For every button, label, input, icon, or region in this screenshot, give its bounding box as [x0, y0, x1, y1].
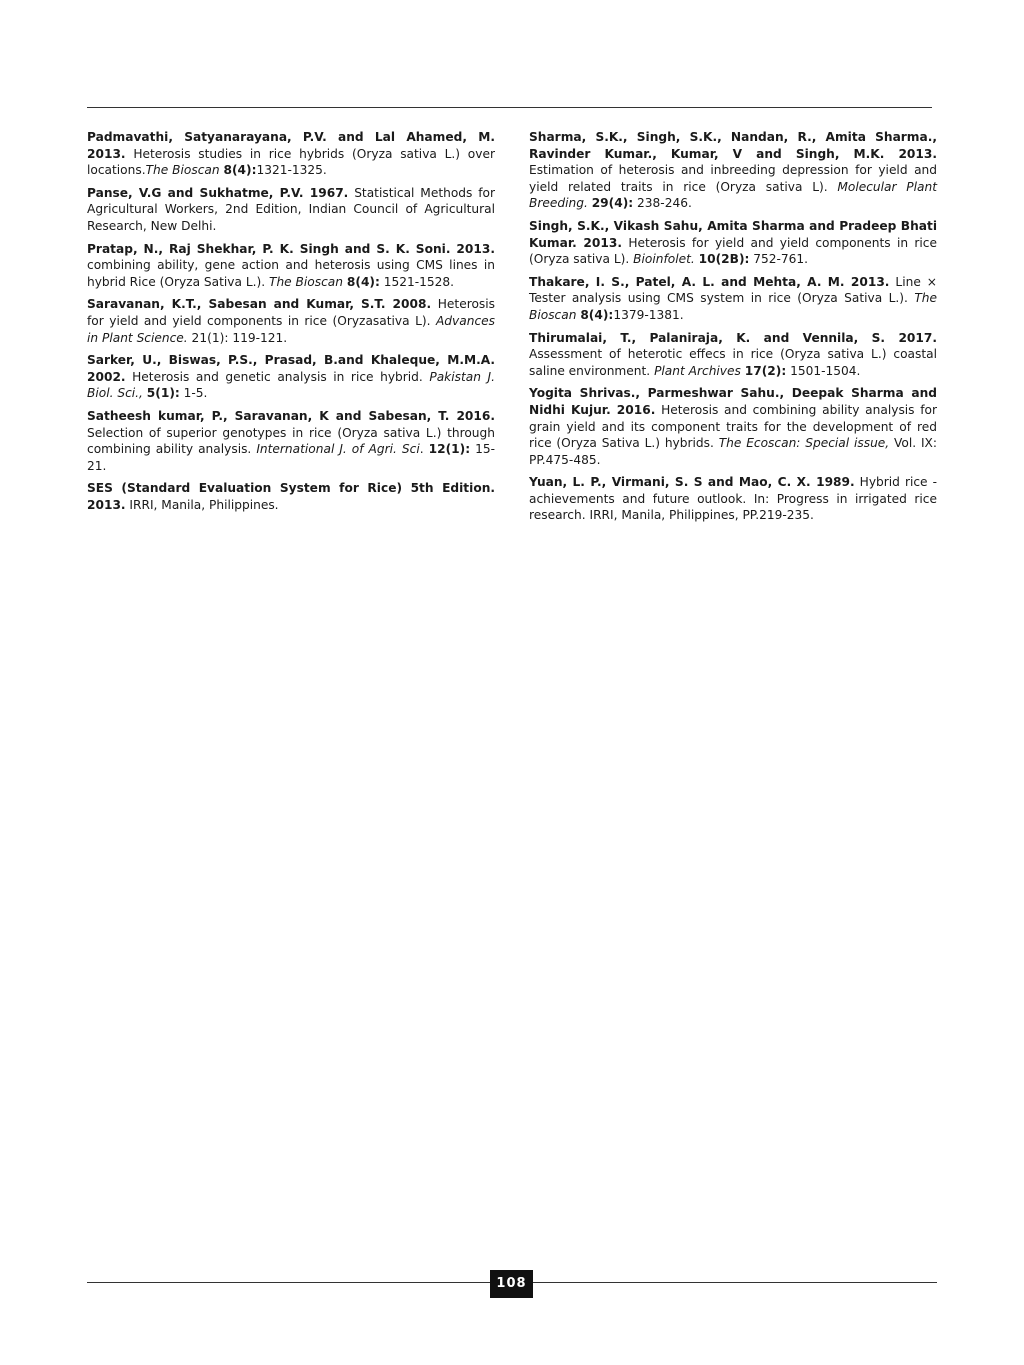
reference-entry: [87, 352, 495, 402]
reference-journal: Pakistan J. Biol. Sci.,: [87, 369, 495, 401]
reference-entry: [87, 480, 495, 513]
reference-entry: [529, 330, 937, 380]
reference-pages: 1-5.: [179, 386, 208, 401]
reference-text: Selection of superior genotypes in rice (Oryza sativa L.) through combining ability analysis.: [87, 425, 495, 457]
reference-text: Assessment of heterotic effecs in rice (Oryza sativa L.) coastal saline environment.: [529, 347, 937, 378]
reference-authors: Sharma, S.K., Singh, S.K., Nandan, R., Amita Sharma., Ravinder Kumar., Kumar, V and Singh, M.K. 2013.: [529, 130, 937, 161]
references-column-left: [87, 129, 495, 519]
reference-text: Heterosis for yield and yield components in rice (Oryza sativa L).: [529, 235, 937, 267]
reference-entry: [529, 218, 937, 268]
reference-authors: Yuan, L. P., Virmani, S. S and Mao, C. X. 1989.: [529, 475, 855, 490]
reference-journal: The Bioscan: [529, 291, 937, 322]
reference-entry: [87, 296, 495, 346]
reference-authors: Panse, V.G and Sukhatme, P.V. 1967.: [87, 185, 349, 200]
reference-pages: 752-761.: [749, 252, 809, 267]
reference-authors: Singh, S.K., Vikash Sahu, Amita Sharma and Pradeep Bhati Kumar. 2013.: [529, 218, 937, 250]
reference-authors: Thirumalai, T., Palaniraja, K. and Vennila, S. 2017.: [529, 330, 937, 345]
reference-text: combining ability, gene action and heterosis using CMS lines in hybrid Rice (Oryza Sativa L.).: [87, 258, 495, 289]
reference-journal: Plant Archives: [654, 363, 741, 378]
reference-text: Estimation of heterosis and inbreeding depression for yield and yield related traits in rice (Oryza sativa L).: [529, 163, 937, 194]
reference-text: Hybrid rice - achievements and future outlook. In: Progress in irrigated rice research. IRRI, Manila, Philippines, PP.219-235.: [529, 475, 937, 523]
reference-authors: Pratap, N., Raj Shekhar, P. K. Singh and S. K. Soni. 2013.: [87, 241, 495, 256]
reference-entry: [529, 274, 937, 324]
reference-entry: [529, 474, 937, 524]
reference-entry: [529, 129, 937, 212]
reference-entry: [529, 385, 937, 468]
reference-volume: 12(1):: [428, 442, 471, 457]
footer-rule-right: [533, 1282, 937, 1283]
reference-authors: Padmavathi, Satyanarayana, P.V. and Lal Ahamed, M. 2013.: [87, 130, 495, 161]
reference-text: Heterosis and genetic analysis in rice hybrid.: [125, 369, 430, 384]
reference-text: Line × Tester analysis using CMS system in rice (Oryza Sativa L.).: [529, 274, 938, 306]
reference-pages: 1501-1504.: [786, 363, 861, 378]
reference-text: Statistical Methods for Agricultural Workers, 2nd Edition, Indian Council of Agricultural Research, New Delhi.: [87, 185, 496, 233]
reference-authors: Satheesh kumar, P., Saravanan, K and Sabesan, T. 2016.: [87, 408, 495, 423]
page-number: 108: [490, 1270, 533, 1298]
reference-authors: Thakare, I. S., Patel, A. L. and Mehta, A. M. 2013.: [529, 274, 890, 289]
reference-journal: Bioinfolet.: [633, 252, 695, 267]
reference-volume: 29(4):: [591, 196, 634, 211]
reference-text-2: Vol. IX: PP.475-485.: [529, 436, 937, 467]
reference-journal: The Ecoscan: Special issue,: [718, 436, 890, 451]
reference-entry: [87, 408, 495, 474]
reference-pages: 1521-1528.: [379, 274, 455, 289]
footer-rule-left: [87, 1282, 490, 1283]
reference-journal: International J. of Agri. Sci: [256, 442, 420, 457]
reference-entry: [87, 185, 495, 235]
reference-authors: Sarker, U., Biswas, P.S., Prasad, B.and Khaleque, M.M.A. 2002.: [87, 353, 495, 384]
reference-volume: 17(2):: [744, 363, 787, 378]
reference-journal: Advances in Plant Science.: [87, 313, 495, 345]
references-column-right: [529, 129, 937, 530]
reference-text: Heterosis and combining ability analysis for grain yield and its component traits for the development of red rice (Oryza Sativa L.) hybrids.: [529, 402, 938, 451]
reference-pages: 15-21.: [87, 442, 496, 473]
reference-authors: Saravanan, K.T., Sabesan and Kumar, S.T. 2008.: [87, 297, 432, 312]
reference-entry: [87, 241, 495, 291]
header-rule: [87, 107, 932, 108]
reference-text: Heterosis studies in rice hybrids (Oryza sativa L.) over locations.: [87, 146, 495, 178]
reference-text: IRRI, Manila, Philippines.: [125, 497, 279, 512]
reference-volume: 8(4):: [223, 163, 257, 178]
reference-journal: The Bioscan: [145, 163, 220, 178]
reference-authors: SES (Standard Evaluation System for Rice) 5th Edition. 2013.: [87, 481, 495, 512]
reference-journal: The Bioscan: [269, 274, 344, 289]
reference-volume: 8(4):: [580, 307, 614, 322]
reference-pages: 1379-1381.: [613, 307, 684, 322]
reference-entry: [87, 129, 495, 179]
reference-pages: 238-246.: [633, 196, 692, 211]
reference-volume: 5(1):: [146, 386, 180, 401]
reference-journal: Molecular Plant Breeding.: [529, 179, 937, 211]
reference-text-2: 21(1): 119-121.: [187, 330, 288, 345]
reference-text: Heterosis for yield and yield components in rice (Oryzasativa L).: [87, 297, 495, 328]
reference-text-2: .: [419, 442, 429, 457]
reference-volume: 8(4):: [346, 274, 380, 289]
reference-pages: 1321-1325.: [256, 163, 327, 178]
reference-volume: 10(2B):: [698, 252, 750, 267]
reference-authors: Yogita Shrivas., Parmeshwar Sahu., Deepak Sharma and Nidhi Kujur. 2016.: [529, 386, 937, 417]
